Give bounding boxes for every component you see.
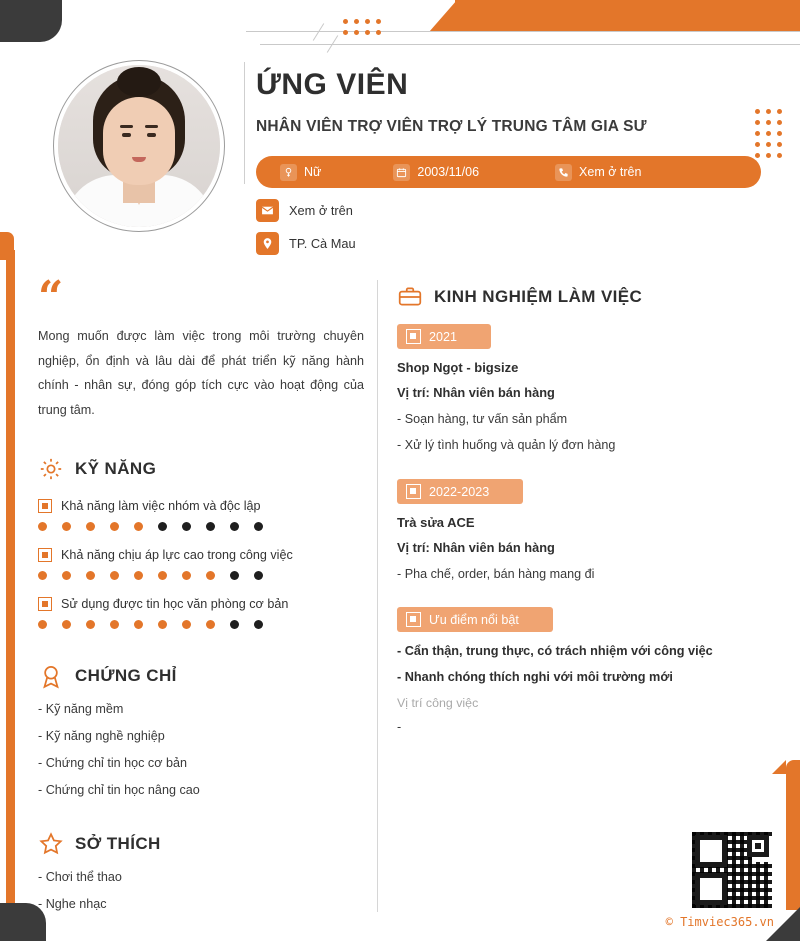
experience-block (397, 479, 767, 581)
section-header-hobbies (38, 831, 364, 857)
mail-icon (256, 199, 279, 222)
footer-credit: © Timviec365.vn (665, 915, 774, 929)
experience-block (397, 324, 767, 452)
briefcase-icon (397, 284, 423, 310)
highlight-period-chip (397, 607, 553, 632)
header-divider (244, 62, 245, 184)
highlight-task: - Cẩn thận, trung thực, có trách nhiệm với công việc (397, 644, 713, 658)
avatar-photo (58, 65, 220, 227)
career-objective-text: Mong muốn được làm việc trong môi trường chuyên nghiệp, ổn định và lâu dài để phát triển kỹ năng hành chính - nhân sự, đóng góp tích cực vào hoạt động của trung tâm. (38, 329, 364, 417)
medal-icon (38, 663, 64, 689)
cv-header (0, 44, 800, 274)
column-divider (377, 280, 378, 912)
right-column (397, 284, 767, 734)
contact-birthday-value: 2003/11/06 (417, 165, 480, 179)
experience-position: Vị trí: Nhân viên bán hàng (397, 385, 555, 400)
highlight-empty-task: - (397, 720, 402, 734)
skill-label: Khả năng làm việc nhóm và độc lập (61, 499, 261, 514)
top-right-orange-shape (455, 0, 800, 32)
skill-label: Khả năng chịu áp lực cao trong công việc (61, 548, 293, 563)
experience-period: 2022-2023 (429, 484, 490, 499)
list-item: - Chơi thể thao (38, 870, 122, 885)
skill-item (38, 597, 364, 629)
list-item: - Chứng chỉ tin học cơ bản (38, 756, 187, 771)
contact-phone-value: Xem ở trên (579, 165, 642, 179)
section-title-experience: KINH NGHIỆM LÀM VIỆC (434, 287, 643, 306)
skill-rating-dots (38, 620, 364, 629)
highlight-task: - Nhanh chóng thích nghi với môi trường mới (397, 670, 673, 684)
decor-line-1 (246, 31, 800, 32)
contact-phone (555, 164, 641, 181)
experience-period-chip (397, 324, 491, 349)
skill-rating-dots (38, 571, 364, 580)
left-column (38, 272, 364, 912)
highlight-block (397, 607, 767, 734)
section-title-certificates: CHỨNG CHỈ (75, 666, 177, 686)
square-bullet-icon (38, 548, 52, 562)
calendar-icon (393, 164, 410, 181)
list-item: - Kỹ năng mềm (38, 702, 124, 717)
contact-gender-value: Nữ (304, 165, 322, 179)
gear-icon (38, 456, 64, 482)
square-bullet-icon (38, 499, 52, 513)
cv-body (0, 272, 800, 916)
contact-birthday (393, 164, 479, 181)
phone-icon (555, 164, 572, 181)
experience-task: - Xử lý tình huống và quản lý đơn hàng (397, 438, 616, 452)
section-title-hobbies: SỞ THÍCH (75, 834, 161, 854)
experience-period: 2021 (429, 329, 458, 344)
square-bullet-icon (406, 612, 421, 627)
star-icon (38, 831, 64, 857)
highlight-period: Ưu điểm nổi bật (429, 612, 519, 627)
qr-code[interactable] (692, 832, 772, 908)
section-header-experience (397, 284, 767, 310)
skill-item (38, 499, 364, 531)
contact-info-bar (256, 156, 761, 188)
section-header-skills (38, 456, 364, 482)
contact-email-value: Xem ở trên (289, 203, 353, 218)
square-bullet-icon (406, 484, 421, 499)
experience-company: Trà sửa ACE (397, 515, 475, 530)
skill-item (38, 548, 364, 580)
job-title: NHÂN VIÊN TRỢ VIÊN TRỢ LÝ TRUNG TÂM GIA SƯ (256, 118, 647, 135)
section-title-skills: KỸ NĂNG (75, 459, 157, 479)
gender-icon (280, 164, 297, 181)
list-item: - Nghe nhạc (38, 897, 107, 912)
dot-grid-top-icon (340, 16, 384, 38)
list-item: - Chứng chỉ tin học nâng cao (38, 783, 200, 798)
skill-label: Sử dụng được tin học văn phòng cơ bản (61, 597, 289, 612)
contact-address-value: TP. Cà Mau (289, 236, 356, 251)
experience-period-chip (397, 479, 523, 504)
decor-diagonal-1 (313, 23, 324, 40)
page-title: ỨNG VIÊN (256, 68, 409, 101)
contact-extra-rows (256, 199, 356, 265)
experience-task: - Pha chế, order, bán hàng mang đi (397, 567, 595, 581)
quote-icon: “ (38, 272, 64, 323)
location-pin-icon (256, 232, 279, 255)
experience-company: Shop Ngọt - bigsize (397, 360, 519, 375)
experience-position: Vị trí: Nhân viên bán hàng (397, 540, 555, 555)
list-item: - Kỹ năng nghề nghiệp (38, 729, 165, 744)
square-bullet-icon (38, 597, 52, 611)
experience-task: - Soạn hàng, tư vấn sản phẩm (397, 412, 568, 426)
top-left-dark-shape (0, 0, 62, 42)
skill-rating-dots (38, 522, 364, 531)
square-bullet-icon (406, 329, 421, 344)
contact-email-row (256, 199, 356, 222)
avatar (53, 60, 225, 232)
highlight-position-placeholder: Vị trí công việc (397, 696, 479, 710)
contact-address-row (256, 232, 356, 255)
contact-gender (280, 164, 321, 181)
section-header-certificates (38, 663, 364, 689)
